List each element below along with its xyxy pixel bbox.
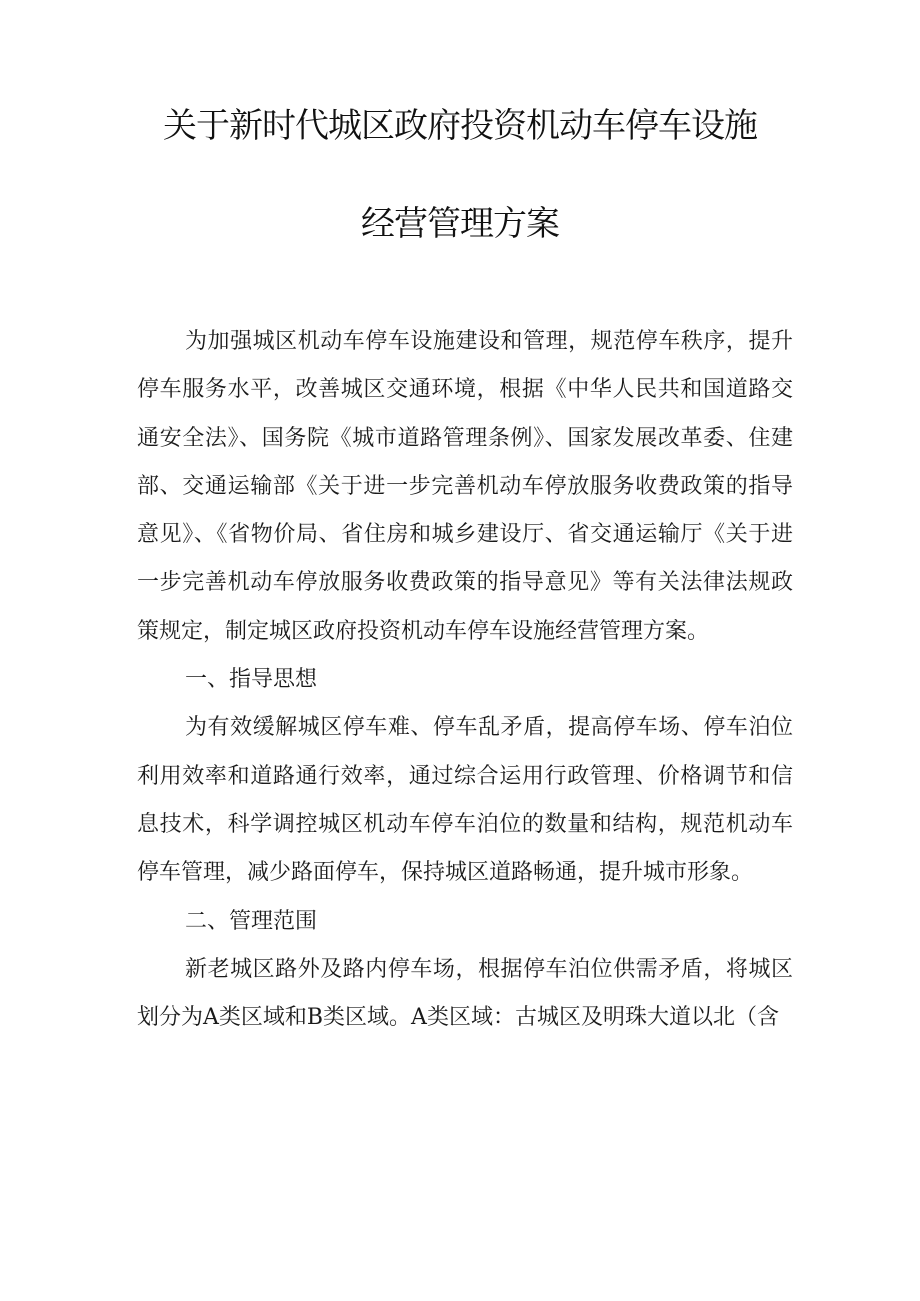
document-title-line-1: 关于新时代城区政府投资机动车停车设施 bbox=[163, 106, 757, 146]
guiding-ideology-paragraph: 为有效缓解城区停车难、停车乱矛盾，提高停车场、停车泊位利用效率和道路通行效率，通过综合运用行政管理、价格调节和信息技术，科学调控城区机动车停车泊位的数量和结构，规范机动车停车管理，减少路面停车，保持城区道路畅通，提升城市形象。 bbox=[137, 715, 793, 886]
management-scope-paragraph: 新老城区路外及路内停车场，根据停车泊位供需矛盾，将城区划分为A类区域和B类区域。A类区域：古城区及明珠大道以北（含 bbox=[137, 956, 793, 1031]
intro-paragraph: 为加强城区机动车停车设施建设和管理，规范停车秩序，提升停车服务水平，改善城区交通环境，根据《中华人民共和国道路交通安全法》、国务院《城市道路管理条例》、国家发展改革委、住建部、交通运输部《关于进一步完善机动车停放服务收费政策的指导意见》、《省物价局、省住房和城乡建设厅、省交通运输厅《关于进一步完善机动车停放服务收费政策的指导意见》等有关法律法规政策规定，制定城区政府投资机动车停车设施经营管理方案。 bbox=[137, 329, 793, 644]
document-title-line-2: 经营管理方案 bbox=[361, 204, 559, 244]
section-heading-guiding-ideology: 一、指导思想 bbox=[185, 667, 318, 693]
document-body bbox=[137, 318, 793, 1042]
section-heading-management-scope: 二、管理范围 bbox=[185, 908, 318, 934]
